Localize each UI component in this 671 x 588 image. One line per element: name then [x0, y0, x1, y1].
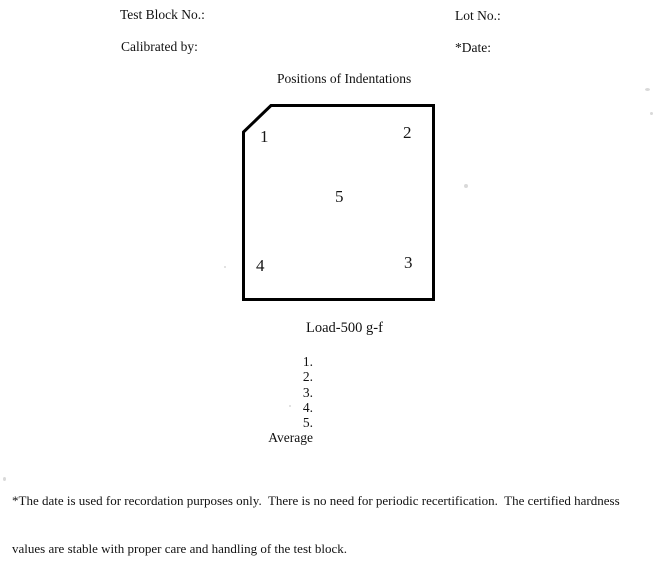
average-label: Average [268, 430, 313, 446]
reading-row-1: 1. [302, 354, 313, 369]
footnote-line-1: *The date is used for recordation purposes only. There is no need for periodic recertification. The certified hardness [12, 493, 620, 509]
lot-no-label: Lot No.: [455, 8, 501, 23]
indentation-position-5: 5 [335, 187, 344, 206]
diagram-title: Positions of Indentations [277, 71, 412, 86]
reading-row-4: 4. [302, 399, 313, 415]
reading-row-3: 3. [302, 384, 313, 400]
scan-speck [645, 88, 650, 91]
test-block-no-label: Test Block No.: [120, 7, 205, 22]
scan-speck [3, 477, 6, 481]
indentation-position-4: 4 [256, 256, 265, 275]
indentation-position-1: 1 [260, 127, 269, 146]
calibrated-by-label: Calibrated by: [121, 39, 198, 54]
footnote-line-2: values are stable with proper care and handling of the test block. [12, 540, 347, 556]
footnote [12, 462, 620, 588]
scan-speck [289, 405, 291, 407]
reading-row-5: 5. [302, 415, 313, 431]
readings-list [230, 354, 313, 446]
indentation-position-3: 3 [404, 253, 413, 272]
scan-speck [224, 266, 226, 268]
date-label: *Date: [455, 40, 491, 55]
reading-row-2: 2. [302, 369, 313, 385]
indentation-position-2: 2 [403, 123, 412, 142]
load-label: Load-500 g-f [306, 320, 383, 336]
scan-speck [650, 112, 653, 115]
scan-speck [464, 184, 468, 188]
test-block-diagram [242, 104, 435, 301]
